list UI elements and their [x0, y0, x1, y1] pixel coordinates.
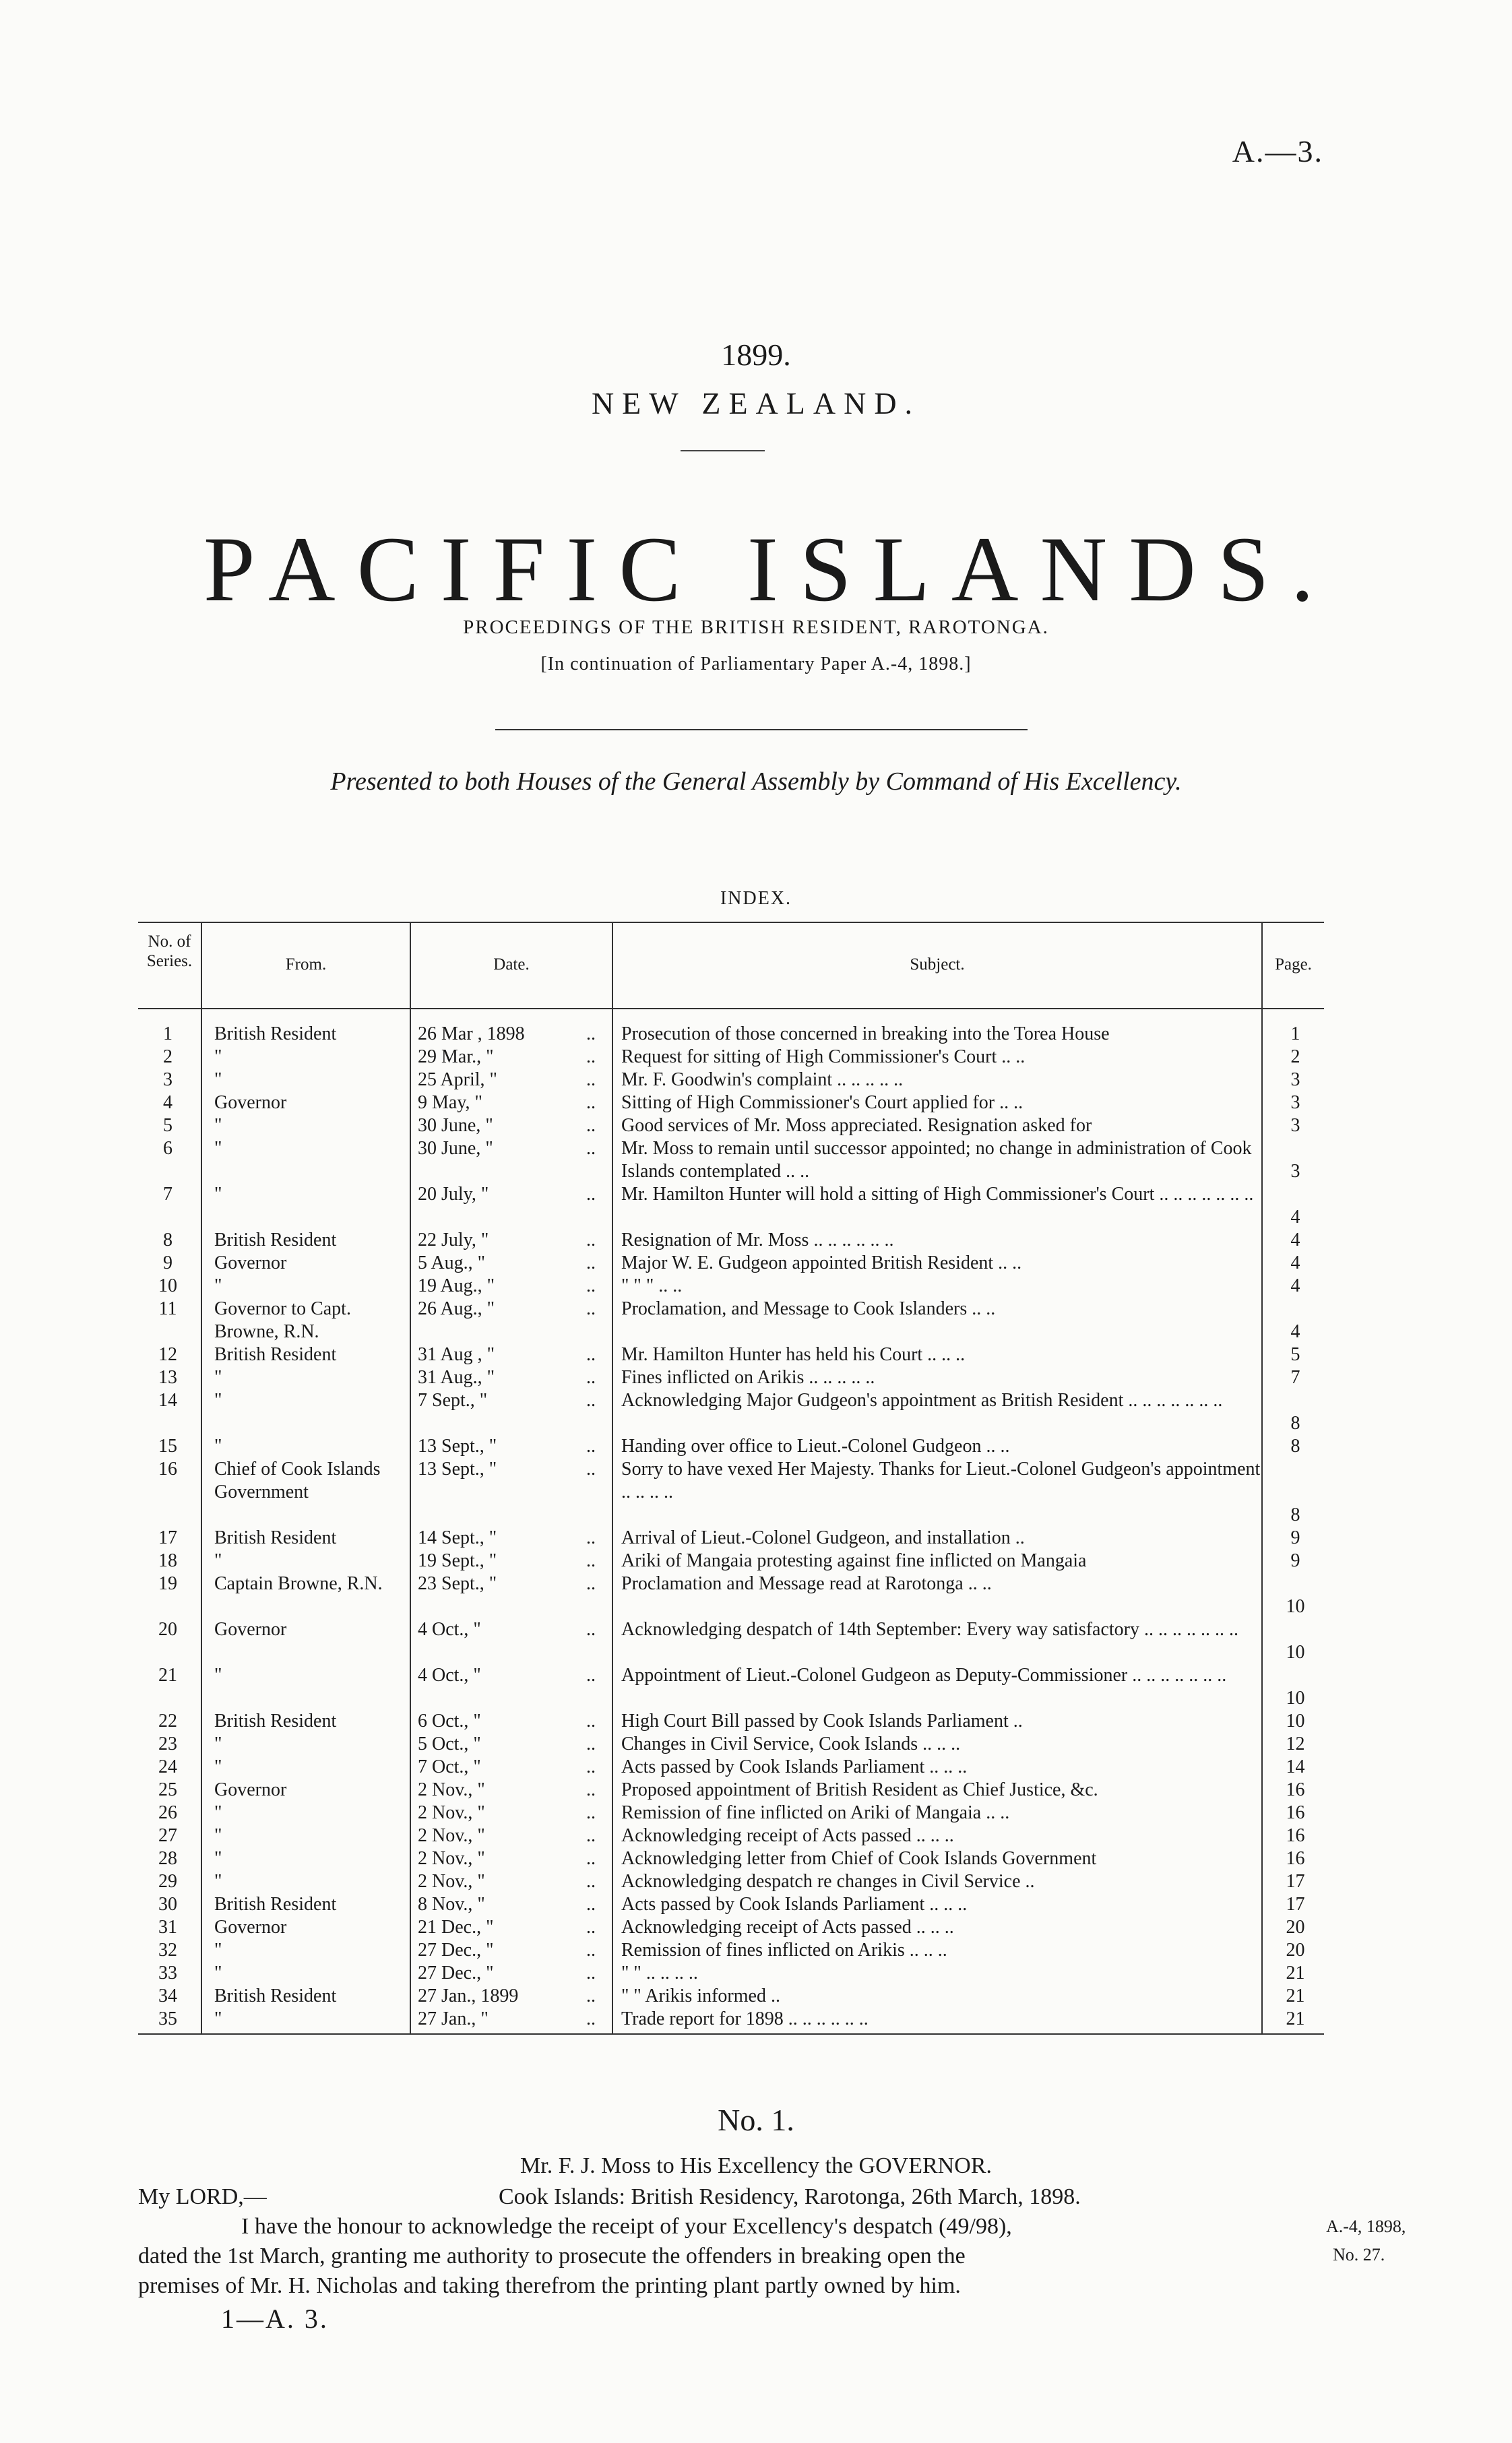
row-date: 7 Sept., " — [418, 1390, 488, 1411]
row-page: 8 — [1290, 1413, 1300, 1434]
row-date: 31 Aug , " — [418, 1344, 495, 1365]
row-subject: Mr. F. Goodwin's complaint .. .. .. .. .. — [621, 1069, 904, 1090]
row-date: 13 Sept., " — [418, 1459, 497, 1480]
row-number: 26 — [158, 1802, 177, 1823]
row-subject: Prosecution of those concerned in breaking into the Torea House — [621, 1023, 1110, 1044]
row-page: 4 — [1290, 1321, 1300, 1342]
margin-reference: A.-4, 1898, — [1326, 2217, 1406, 2236]
row-from: British Resident — [214, 1023, 337, 1044]
row-number: 13 — [158, 1367, 177, 1388]
row-page: 2 — [1290, 1046, 1300, 1067]
row-from: British Resident — [214, 1230, 337, 1250]
row-date: 20 July, " — [418, 1184, 489, 1205]
row-from: " — [214, 1275, 222, 1296]
row-date: 26 Aug., " — [418, 1298, 495, 1319]
divider — [495, 729, 1028, 730]
row-date: 27 Jan., " — [418, 2008, 489, 2029]
footer-reference: 1—A. 3. — [221, 2304, 329, 2334]
row-from: " — [214, 1115, 222, 1136]
row-from: Captain Browne, R.N. — [214, 1573, 383, 1594]
row-number: 8 — [163, 1230, 172, 1250]
row-subject: Appointment of Lieut.-Colonel Gudgeon as Deputy-Commissioner .. .. .. .. .. .. .. — [621, 1665, 1227, 1686]
row-from: British Resident — [214, 1711, 337, 1732]
row-page: 4 — [1290, 1207, 1300, 1228]
row-number: 2 — [163, 1046, 172, 1067]
row-from: British Resident — [214, 1344, 337, 1365]
leader-dots: .. — [586, 1046, 596, 1067]
row-number: 23 — [158, 1734, 177, 1754]
row-date: 2 Nov., " — [418, 1802, 485, 1823]
leader-dots: .. — [586, 1436, 596, 1457]
row-number: 21 — [158, 1665, 177, 1686]
row-page: 21 — [1286, 1986, 1305, 2006]
table-rule-header — [138, 1008, 1324, 1009]
row-date: 5 Aug., " — [418, 1252, 486, 1273]
leader-dots: .. — [586, 1184, 596, 1205]
row-number: 28 — [158, 1848, 177, 1869]
row-from: " — [214, 1871, 222, 1892]
row-subject: Acknowledging Major Gudgeon's appointment as British Resident .. .. .. .. .. .. .. — [621, 1390, 1223, 1411]
column-header-from: From. — [285, 955, 327, 974]
row-subject: Mr. Moss to remain until successor appointed; no change in administration of Cook Islands contemplated .. .. — [621, 1138, 1252, 1182]
leader-dots: .. — [586, 1986, 596, 2006]
row-number: 10 — [158, 1275, 177, 1296]
row-page: 7 — [1290, 1367, 1300, 1388]
column-header-subject: Subject. — [910, 955, 965, 974]
row-number: 5 — [163, 1115, 172, 1136]
row-subject: High Court Bill passed by Cook Islands Parliament .. — [621, 1711, 1023, 1732]
leader-dots: .. — [586, 1756, 596, 1777]
leader-dots: .. — [586, 1298, 596, 1319]
row-page: 3 — [1290, 1161, 1300, 1182]
row-page: 1 — [1290, 1023, 1300, 1044]
column-header-page: Page. — [1275, 955, 1312, 974]
column-header-date: Date. — [493, 955, 530, 974]
row-date: 21 Dec., " — [418, 1917, 494, 1938]
leader-dots: .. — [586, 1917, 596, 1938]
leader-dots: .. — [586, 1252, 596, 1273]
row-date: 27 Dec., " — [418, 1940, 494, 1961]
row-subject: Good services of Mr. Moss appreciated. Resignation asked for — [621, 1115, 1092, 1136]
row-subject: Acknowledging despatch of 14th September: Every way satisfactory .. .. .. .. .. .. .. — [621, 1619, 1239, 1640]
row-date: 19 Aug., " — [418, 1275, 495, 1296]
column-divider — [1261, 922, 1263, 2033]
salutation: My LORD,— — [138, 2184, 267, 2209]
row-page: 8 — [1290, 1436, 1300, 1457]
row-number: 32 — [158, 1940, 177, 1961]
row-number: 17 — [158, 1527, 177, 1548]
row-page: 10 — [1286, 1642, 1305, 1663]
year: 1899. — [721, 338, 791, 372]
leader-dots: .. — [586, 1023, 596, 1044]
row-from: " — [214, 1367, 222, 1388]
row-number: 19 — [158, 1573, 177, 1594]
row-from: " — [214, 1069, 222, 1090]
leader-dots: .. — [586, 1367, 596, 1388]
row-date: 13 Sept., " — [418, 1436, 497, 1457]
leader-dots: .. — [586, 1069, 596, 1090]
row-page: 16 — [1286, 1802, 1305, 1823]
row-subject: Sitting of High Commissioner's Court applied for .. .. — [621, 1092, 1023, 1113]
leader-dots: .. — [586, 1963, 596, 1984]
leader-dots: .. — [586, 1275, 596, 1296]
row-number: 11 — [158, 1298, 177, 1319]
row-date: 2 Nov., " — [418, 1871, 485, 1892]
row-page: 21 — [1286, 1963, 1305, 1984]
leader-dots: .. — [586, 1459, 596, 1480]
row-date: 9 May, " — [418, 1092, 482, 1113]
row-page: 20 — [1286, 1917, 1305, 1938]
row-page: 17 — [1286, 1894, 1305, 1915]
row-date: 30 June, " — [418, 1138, 493, 1159]
row-number: 16 — [158, 1459, 177, 1480]
letter-body-line: premises of Mr. H. Nicholas and taking therefrom the printing plant partly owned by him. — [138, 2273, 961, 2298]
row-page: 5 — [1290, 1344, 1300, 1365]
row-subject: Acts passed by Cook Islands Parliament .. .. .. — [621, 1894, 968, 1915]
row-subject: Acts passed by Cook Islands Parliament .. .. .. — [621, 1756, 968, 1777]
leader-dots: .. — [586, 1619, 596, 1640]
row-subject: " " Arikis informed .. — [621, 1986, 780, 2006]
row-from: " — [214, 1138, 222, 1159]
row-number: 33 — [158, 1963, 177, 1984]
row-number: 3 — [163, 1069, 172, 1090]
row-from: " — [214, 1756, 222, 1777]
continuation-note: [In continuation of Parliamentary Paper A.-4, 1898.] — [540, 654, 972, 674]
leader-dots: .. — [586, 1390, 596, 1411]
row-subject: Arrival of Lieut.-Colonel Gudgeon, and installation .. — [621, 1527, 1025, 1548]
row-subject: Acknowledging letter from Chief of Cook Islands Government — [621, 1848, 1097, 1869]
row-subject: Request for sitting of High Commissioner's Court .. .. — [621, 1046, 1026, 1067]
row-subject: Remission of fine inflicted on Ariki of Mangaia .. .. — [621, 1802, 1010, 1823]
row-number: 31 — [158, 1917, 177, 1938]
row-number: 14 — [158, 1390, 177, 1411]
row-page: 4 — [1290, 1230, 1300, 1250]
row-subject: " " .. .. .. .. — [621, 1963, 698, 1984]
leader-dots: .. — [586, 1940, 596, 1961]
row-page: 17 — [1286, 1871, 1305, 1892]
row-page: 16 — [1286, 1825, 1305, 1846]
row-page: 10 — [1286, 1596, 1305, 1617]
row-from: " — [214, 1665, 222, 1686]
leader-dots: .. — [586, 1894, 596, 1915]
leader-dots: .. — [586, 1344, 596, 1365]
table-rule-top — [138, 922, 1324, 923]
row-subject: " " " .. .. — [621, 1275, 683, 1296]
row-date: 30 June, " — [418, 1115, 493, 1136]
row-date: 22 July, " — [418, 1230, 489, 1250]
row-date: 23 Sept., " — [418, 1573, 497, 1594]
row-from: Governor — [214, 1252, 287, 1273]
presented-note: Presented to both Houses of the General Assembly by Command of His Excellency. — [330, 767, 1182, 796]
row-page: 10 — [1286, 1688, 1305, 1709]
page-title: PACIFIC ISLANDS. — [203, 517, 1336, 621]
row-number: 4 — [163, 1092, 172, 1113]
letter-location-date: Cook Islands: British Residency, Rarotonga, 26th March, 1898. — [499, 2184, 1081, 2209]
row-page: 3 — [1290, 1092, 1300, 1113]
row-from: " — [214, 1046, 222, 1067]
row-date: 6 Oct., " — [418, 1711, 481, 1732]
row-number: 18 — [158, 1550, 177, 1571]
row-page: 4 — [1290, 1252, 1300, 1273]
row-from: " — [214, 1390, 222, 1411]
row-date: 31 Aug., " — [418, 1367, 495, 1388]
row-number: 22 — [158, 1711, 177, 1732]
divider — [681, 450, 765, 451]
leader-dots: .. — [586, 1092, 596, 1113]
leader-dots: .. — [586, 1138, 596, 1159]
leader-dots: .. — [586, 1573, 596, 1594]
row-from: " — [214, 1734, 222, 1754]
row-subject: Major W. E. Gudgeon appointed British Resident .. .. — [621, 1252, 1022, 1273]
row-subject: Fines inflicted on Arikis .. .. .. .. .. — [621, 1367, 875, 1388]
row-subject: Acknowledging receipt of Acts passed .. .. .. — [621, 1917, 954, 1938]
leader-dots: .. — [586, 1527, 596, 1548]
row-page: 16 — [1286, 1848, 1305, 1869]
table-rule-bottom — [138, 2033, 1324, 2035]
row-number: 15 — [158, 1436, 177, 1457]
row-from: Governor — [214, 1619, 287, 1640]
row-subject: Mr. Hamilton Hunter has held his Court .. .. .. — [621, 1344, 966, 1365]
leader-dots: .. — [586, 1825, 596, 1846]
row-number: 27 — [158, 1825, 177, 1846]
row-page: 21 — [1286, 2008, 1305, 2029]
row-number: 34 — [158, 1986, 177, 2006]
row-from: British Resident — [214, 1986, 337, 2006]
row-page: 3 — [1290, 1115, 1300, 1136]
leader-dots: .. — [586, 1871, 596, 1892]
row-date: 27 Dec., " — [418, 1963, 494, 1984]
row-subject: Sorry to have vexed Her Majesty. Thanks for Lieut.-Colonel Gudgeon's appointment .. .. .. .. — [621, 1459, 1261, 1502]
row-number: 20 — [158, 1619, 177, 1640]
row-date: 7 Oct., " — [418, 1756, 481, 1777]
margin-reference: No. 27. — [1333, 2245, 1385, 2264]
row-from: " — [214, 1848, 222, 1869]
row-subject: Changes in Civil Service, Cook Islands .. .. .. — [621, 1734, 961, 1754]
row-date: 2 Nov., " — [418, 1825, 485, 1846]
row-date: 25 April, " — [418, 1069, 497, 1090]
row-page: 14 — [1286, 1756, 1305, 1777]
leader-dots: .. — [586, 1779, 596, 1800]
row-date: 26 Mar , 1898 — [418, 1023, 525, 1044]
row-page: 8 — [1290, 1504, 1300, 1525]
row-from: " — [214, 1825, 222, 1846]
row-page: 20 — [1286, 1940, 1305, 1961]
row-date: 27 Jan., 1899 — [418, 1986, 519, 2006]
letter-body-line: I have the honour to acknowledge the receipt of your Excellency's despatch (49/98), — [241, 2214, 1012, 2239]
row-subject: Proclamation, and Message to Cook Islanders .. .. — [621, 1298, 996, 1319]
letter-number: No. 1. — [718, 2103, 794, 2137]
row-from: British Resident — [214, 1894, 337, 1915]
row-from: Chief of Cook Islands Government — [214, 1459, 381, 1502]
row-date: 14 Sept., " — [418, 1527, 497, 1548]
row-date: 5 Oct., " — [418, 1734, 481, 1754]
row-subject: Remission of fines inflicted on Arikis .. .. .. — [621, 1940, 947, 1961]
letter-body-line: dated the 1st March, granting me authority to prosecute the offenders in breaking open the — [138, 2244, 966, 2268]
row-subject: Mr. Hamilton Hunter will hold a sitting of High Commissioner's Court .. .. .. .. .. .. .. — [621, 1184, 1254, 1205]
row-date: 4 Oct., " — [418, 1619, 481, 1640]
row-subject: Proclamation and Message read at Rarotonga .. .. — [621, 1573, 992, 1594]
row-page: 3 — [1290, 1069, 1300, 1090]
row-number: 30 — [158, 1894, 177, 1915]
row-from: " — [214, 2008, 222, 2029]
row-from: " — [214, 1802, 222, 1823]
row-page: 16 — [1286, 1779, 1305, 1800]
row-number: 1 — [163, 1023, 172, 1044]
row-number: 25 — [158, 1779, 177, 1800]
row-date: 8 Nov., " — [418, 1894, 485, 1915]
row-number: 35 — [158, 2008, 177, 2029]
column-divider — [201, 922, 202, 2033]
row-from: Governor — [214, 1917, 287, 1938]
row-number: 24 — [158, 1756, 177, 1777]
row-date: 4 Oct., " — [418, 1665, 481, 1686]
column-header-no: No. of Series. — [146, 932, 193, 970]
row-from: Governor to Capt. Browne, R.N. — [214, 1298, 351, 1342]
row-date: 2 Nov., " — [418, 1779, 485, 1800]
row-from: Governor — [214, 1779, 287, 1800]
leader-dots: .. — [586, 1802, 596, 1823]
leader-dots: .. — [586, 1848, 596, 1869]
row-from: " — [214, 1940, 222, 1961]
row-page: 10 — [1286, 1711, 1305, 1732]
row-subject: Handing over office to Lieut.-Colonel Gudgeon .. .. — [621, 1436, 1010, 1457]
row-from: " — [214, 1963, 222, 1984]
index-heading: INDEX. — [720, 888, 792, 909]
row-page: 9 — [1290, 1527, 1300, 1548]
column-divider — [612, 922, 613, 2033]
row-page: 4 — [1290, 1275, 1300, 1296]
row-number: 6 — [163, 1138, 172, 1159]
row-from: " — [214, 1184, 222, 1205]
leader-dots: .. — [586, 1230, 596, 1250]
row-page: 9 — [1290, 1550, 1300, 1571]
row-date: 2 Nov., " — [418, 1848, 485, 1869]
row-from: Governor — [214, 1092, 287, 1113]
leader-dots: .. — [586, 1665, 596, 1686]
row-subject: Trade report for 1898 .. .. .. .. .. .. — [621, 2008, 869, 2029]
subtitle: PROCEEDINGS OF THE BRITISH RESIDENT, RAROTONGA. — [463, 616, 1049, 638]
leader-dots: .. — [586, 1711, 596, 1732]
row-subject: Ariki of Mangaia protesting against fine inflicted on Mangaia — [621, 1550, 1087, 1571]
page-reference: A.—3. — [1232, 134, 1323, 168]
leader-dots: .. — [586, 2008, 596, 2029]
row-subject: Proposed appointment of British Resident as Chief Justice, &c. — [621, 1779, 1098, 1800]
row-number: 29 — [158, 1871, 177, 1892]
row-date: 19 Sept., " — [418, 1550, 497, 1571]
row-page: 12 — [1286, 1734, 1305, 1754]
letter-from-to: Mr. F. J. Moss to His Excellency the GOVERNOR. — [520, 2153, 992, 2178]
row-number: 12 — [158, 1344, 177, 1365]
row-from: " — [214, 1436, 222, 1457]
row-from: " — [214, 1550, 222, 1571]
row-number: 9 — [163, 1252, 172, 1273]
row-subject: Resignation of Mr. Moss .. .. .. .. .. .. — [621, 1230, 894, 1250]
leader-dots: .. — [586, 1550, 596, 1571]
leader-dots: .. — [586, 1734, 596, 1754]
country: NEW ZEALAND. — [591, 386, 921, 420]
row-from: British Resident — [214, 1527, 337, 1548]
row-date: 29 Mar., " — [418, 1046, 494, 1067]
row-subject: Acknowledging despatch re changes in Civil Service .. — [621, 1871, 1035, 1892]
column-divider — [410, 922, 411, 2033]
row-number: 7 — [163, 1184, 172, 1205]
row-subject: Acknowledging receipt of Acts passed .. .. .. — [621, 1825, 954, 1846]
leader-dots: .. — [586, 1115, 596, 1136]
